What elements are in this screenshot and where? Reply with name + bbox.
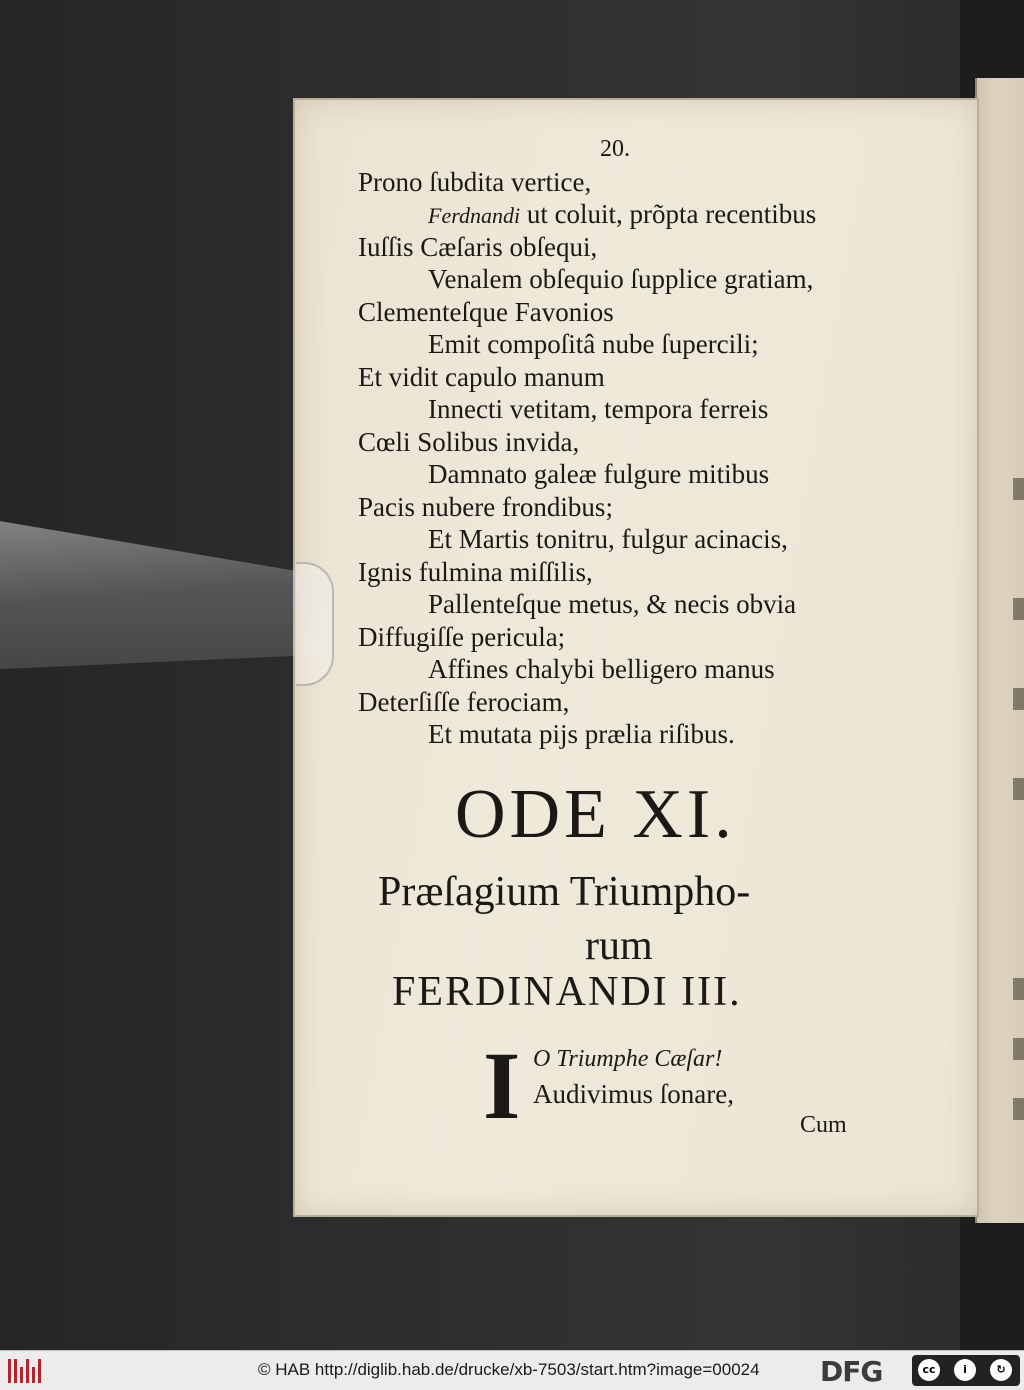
verse-line (428, 198, 816, 232)
catchword: Cum (800, 1112, 847, 1138)
verse-line: Audivimus ſonare, (533, 1079, 734, 1109)
page-clip-tip (296, 562, 334, 686)
verse-line (428, 718, 735, 750)
verse-text: Venalem obſequio ſupplice gratiam, (428, 264, 814, 294)
verse-line (358, 621, 565, 653)
verse-line (358, 556, 593, 588)
verse-line (428, 328, 759, 360)
verse-line (358, 491, 613, 523)
verse-line (358, 361, 605, 393)
verse-text: Et Martis tonitru, fulgur acinacis, (428, 524, 788, 554)
hab-logo-icon (8, 1359, 46, 1383)
verse-text: Iuſſis Cæſaris obſequi, (358, 232, 598, 262)
verse-text: ut coluit, prõpta recentibus (520, 199, 817, 229)
ode-title: ODE XI. (455, 776, 736, 853)
verse-text: Deterſiſſe ferociam, (358, 687, 570, 717)
license-badge[interactable] (912, 1355, 1020, 1386)
verse-line (358, 231, 597, 263)
verse-line (358, 296, 614, 328)
verse-text: Damnato galeæ fulgure mitibus (428, 459, 770, 489)
verse-text: Diffugiſſe pericula; (358, 622, 566, 652)
drop-cap: I (483, 1032, 521, 1139)
footer-bar (0, 1350, 1024, 1390)
verse-text: Prono ſubdita vertice, (358, 167, 592, 197)
facing-page-edge (975, 78, 1024, 1223)
verse-line (428, 393, 768, 425)
dfg-logo: DFG (820, 1355, 883, 1388)
by-icon: i (954, 1359, 976, 1381)
verse-line (428, 588, 796, 620)
verse-text: Clementeſque Favonios (358, 297, 614, 327)
verse-text: Ignis fulmina miſſilis, (358, 557, 593, 587)
verse-line (358, 166, 591, 198)
verse-line (428, 653, 775, 685)
verse-line (428, 458, 769, 490)
cc-icon: cc (918, 1359, 940, 1381)
verse-text: Pallenteſque metus, & necis obvia (428, 589, 797, 619)
verse-text: Emit compoſitâ nube ſupercili; (428, 329, 759, 359)
verse-name-italic: Ferdnandi (428, 203, 521, 228)
page-number: 20. (600, 136, 630, 162)
subtitle-line-1: Præſagium Triumpho- (378, 869, 751, 915)
verse-line (428, 263, 813, 295)
source-url-link[interactable]: © HAB http://diglib.hab.de/drucke/xb-7503/start.htm?image=00024 (258, 1360, 760, 1379)
verse-text: Cœli Solibus invida, (358, 427, 580, 457)
verse-line (358, 426, 579, 458)
verse-text: Et vidit capulo manum (358, 362, 605, 392)
sa-icon: ↻ (990, 1359, 1012, 1381)
verse-line (428, 523, 788, 555)
verse-text: Innecti vetitam, tempora ferreis (428, 394, 769, 424)
subtitle-line-2: rum (585, 923, 653, 969)
verse-text: Pacis nubere frondibus; (358, 492, 613, 522)
verse-text: Affines chalybi belligero manus (428, 654, 775, 684)
verse-text: Et mutata pijs prælia riſibus. (428, 719, 735, 749)
verse-line-italic: O Triumphe Cæſar! (533, 1046, 723, 1072)
subtitle-line-3: FERDINANDI III. (392, 969, 742, 1015)
verse-line (358, 686, 569, 718)
